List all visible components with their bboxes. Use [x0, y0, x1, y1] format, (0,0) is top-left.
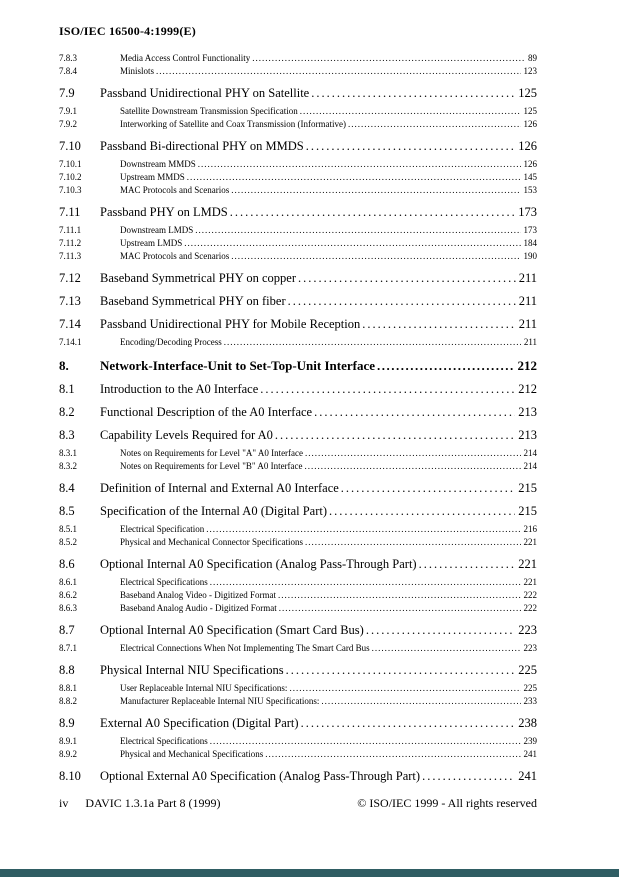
dot-leader: [298, 271, 516, 286]
toc-section-number: 8.9.1: [59, 736, 77, 746]
dot-leader: [230, 205, 516, 220]
toc-section-number: 8.9.2: [59, 749, 77, 759]
toc-page-number: 241: [518, 769, 537, 783]
toc-page-number: 221: [523, 537, 537, 547]
toc-row: [59, 748, 537, 761]
toc-row: [59, 86, 537, 101]
toc-section-number: 7.12: [59, 271, 81, 285]
toc-page-number: 211: [523, 337, 537, 347]
toc-entry-title: Introduction to the A0 Interface: [100, 382, 259, 396]
dot-leader: [305, 460, 521, 473]
dot-leader: [252, 52, 525, 65]
toc-section-number: 8.3.1: [59, 448, 77, 458]
toc-entry-title: User Replaceable Internal NIU Specifications:: [120, 683, 288, 693]
dot-leader: [184, 237, 520, 250]
toc-entry-title: Definition of Internal and External A0 Interface: [100, 481, 339, 495]
toc-page-number: 153: [523, 185, 537, 195]
dot-leader: [279, 602, 521, 615]
toc-section-number: 8.6.3: [59, 603, 77, 613]
toc-entry-title: Passband Unidirectional PHY for Mobile Reception: [100, 317, 361, 331]
dot-leader: [156, 65, 520, 78]
toc-page-number: 222: [523, 590, 537, 600]
toc-page-number: 212: [517, 358, 537, 373]
toc-entry-title: Electrical Specification: [120, 524, 205, 534]
toc-row: [59, 237, 537, 250]
toc-row: [59, 447, 537, 460]
toc-section-number: 7.13: [59, 294, 81, 308]
toc-row: [59, 769, 537, 784]
toc-entry-title: Electrical Specifications: [120, 577, 208, 587]
toc-entry-title: Upstream LMDS: [120, 238, 183, 248]
toc-section-number: 8.5.1: [59, 524, 77, 534]
toc-entry-title: MAC Protocols and Scenarios: [120, 251, 230, 261]
toc-entry-title: Optional Internal A0 Specification (Analog Pass-Through Part): [100, 557, 417, 571]
toc-row: [59, 405, 537, 420]
toc-row: [59, 504, 537, 519]
toc-page-number: 213: [518, 428, 537, 442]
toc-section-number: 7.9.1: [59, 106, 77, 116]
dot-leader: [187, 171, 521, 184]
toc-row: [59, 171, 537, 184]
toc-page-number: 145: [523, 172, 537, 182]
toc-page-number: 221: [523, 577, 537, 587]
toc-row: [59, 184, 537, 197]
toc-entry-title: Physical Internal NIU Specifications: [100, 663, 284, 677]
toc-entry-title: Baseband Analog Audio - Digitized Format: [120, 603, 277, 613]
dot-leader: [210, 735, 521, 748]
toc-entry-title: MAC Protocols and Scenarios: [120, 185, 230, 195]
table-of-contents: [59, 52, 537, 788]
dot-leader: [311, 86, 515, 101]
toc-row: [59, 642, 537, 655]
footer-left: [59, 796, 220, 811]
toc-row: [59, 735, 537, 748]
toc-page-number: 125: [518, 86, 537, 100]
toc-row: [59, 105, 537, 118]
toc-page-number: 233: [523, 696, 537, 706]
toc-row: [59, 224, 537, 237]
dot-leader: [278, 589, 520, 602]
toc-entry-title: Optional Internal A0 Specification (Smart Card Bus): [100, 623, 364, 637]
toc-row: [59, 250, 537, 263]
toc-entry-title: Baseband Analog Video - Digitized Format: [120, 590, 277, 600]
toc-section-number: 8.2: [59, 405, 75, 419]
toc-entry-title: Downstream LMDS: [120, 225, 194, 235]
toc-row: [59, 52, 537, 65]
toc-section-number: 7.10: [59, 139, 81, 153]
toc-section-number: 8.3: [59, 428, 75, 442]
toc-page-number: 211: [518, 294, 537, 308]
toc-section-number: 8.5.2: [59, 537, 77, 547]
toc-entry-title: Passband Bi-directional PHY on MMDS: [100, 139, 304, 153]
toc-page-number: 126: [523, 159, 537, 169]
toc-row: [59, 358, 537, 374]
toc-entry-title: Media Access Control Functionality: [120, 53, 251, 63]
toc-page-number: 225: [523, 683, 537, 693]
toc-entry-title: Functional Description of the A0 Interface: [100, 405, 313, 419]
toc-page-number: 239: [523, 736, 537, 746]
toc-section-number: 7.11.1: [59, 225, 82, 235]
toc-page-number: 222: [523, 603, 537, 613]
toc-entry-title: Electrical Connections When Not Implementing The Smart Card Bus: [120, 643, 370, 653]
dot-leader: [314, 405, 515, 420]
dot-leader: [231, 184, 520, 197]
toc-section-number: 7.10.3: [59, 185, 82, 195]
toc-page-number: 123: [523, 66, 537, 76]
toc-page-number: 173: [523, 225, 537, 235]
copyright-notice: © ISO/IEC 1999 - All rights reserved: [357, 796, 537, 810]
dot-leader: [366, 623, 515, 638]
toc-row: [59, 536, 537, 549]
toc-entry-title: Interworking of Satellite and Coax Transmission (Informative): [120, 119, 346, 129]
dot-leader: [341, 481, 515, 496]
dot-leader: [206, 523, 520, 536]
toc-page-number: 223: [523, 643, 537, 653]
toc-section-number: 8.7.1: [59, 643, 77, 653]
toc-page-number: 241: [523, 749, 537, 759]
toc-page-number: 214: [523, 461, 537, 471]
dot-leader: [195, 224, 520, 237]
toc-row: [59, 294, 537, 309]
toc-row: [59, 695, 537, 708]
toc-entry-title: Electrical Specifications: [120, 736, 208, 746]
toc-section-number: 7.11.3: [59, 251, 82, 261]
toc-section-number: 8.6.1: [59, 577, 77, 587]
toc-section-number: 8.6.2: [59, 590, 77, 600]
dot-leader: [231, 250, 520, 263]
dot-leader: [348, 118, 521, 131]
toc-entry-title: Specification of the Internal A0 (Digital Part): [100, 504, 328, 518]
toc-page-number: 223: [518, 623, 537, 637]
toc-row: [59, 158, 537, 171]
dot-leader: [198, 158, 521, 171]
toc-row: [59, 623, 537, 638]
dot-leader: [288, 294, 516, 309]
dot-leader: [321, 695, 520, 708]
toc-entry-title: Notes on Requirements for Level "A" A0 Interface: [120, 448, 304, 458]
dot-leader: [289, 682, 520, 695]
toc-entry-title: Upstream MMDS: [120, 172, 185, 182]
toc-section-number: 8.8.1: [59, 683, 77, 693]
toc-entry-title: Network-Interface-Unit to Set-Top-Unit Interface: [100, 358, 375, 373]
toc-entry-title: Notes on Requirements for Level "B" A0 Interface: [120, 461, 303, 471]
toc-row: [59, 682, 537, 695]
bottom-edge-bar: [0, 869, 619, 877]
toc-row: [59, 382, 537, 397]
toc-section-number: 8.8: [59, 663, 75, 677]
dot-leader: [305, 447, 520, 460]
toc-page-number: 126: [523, 119, 537, 129]
toc-row: [59, 576, 537, 589]
toc-entry-title: Baseband Symmetrical PHY on fiber: [100, 294, 286, 308]
toc-page-number: 221: [518, 557, 537, 571]
toc-entry-title: Physical and Mechanical Specifications: [120, 749, 264, 759]
toc-page-number: 214: [523, 448, 537, 458]
toc-section-number: 8.1: [59, 382, 75, 396]
toc-entry-title: Passband PHY on LMDS: [100, 205, 228, 219]
toc-entry-title: Physical and Mechanical Connector Specifications: [120, 537, 303, 547]
toc-section-number: 7.8.3: [59, 53, 77, 63]
dot-leader: [265, 748, 520, 761]
toc-page-number: 215: [518, 481, 537, 495]
toc-row: [59, 602, 537, 615]
toc-section-number: 8.9: [59, 716, 75, 730]
toc-page-number: 211: [518, 317, 537, 331]
roman-page-number: iv: [59, 796, 69, 810]
toc-page-number: 225: [518, 663, 537, 677]
toc-section-number: 8.6: [59, 557, 75, 571]
toc-row: [59, 557, 537, 572]
toc-row: [59, 523, 537, 536]
toc-entry-title: Downstream MMDS: [120, 159, 196, 169]
toc-page-number: 125: [523, 106, 537, 116]
page-footer: [59, 796, 537, 811]
toc-row: [59, 428, 537, 443]
dot-leader: [377, 358, 515, 374]
dot-leader: [301, 716, 516, 731]
dot-leader: [306, 139, 516, 154]
dot-leader: [362, 317, 515, 332]
dot-leader: [286, 663, 516, 678]
toc-page-number: 173: [518, 205, 537, 219]
toc-row: [59, 460, 537, 473]
toc-section-number: 7.11.2: [59, 238, 82, 248]
toc-page-number: 212: [518, 382, 537, 396]
dot-leader: [210, 576, 521, 589]
toc-entry-title: External A0 Specification (Digital Part): [100, 716, 299, 730]
toc-entry-title: Satellite Downstream Transmission Specification: [120, 106, 298, 116]
toc-section-number: 7.9: [59, 86, 75, 100]
toc-section-number: 7.14: [59, 317, 81, 331]
page-header: ISO/IEC 16500-4:1999(E): [59, 24, 196, 38]
toc-section-number: 7.14.1: [59, 337, 82, 347]
toc-row: [59, 589, 537, 602]
toc-entry-title: Passband Unidirectional PHY on Satellite: [100, 86, 310, 100]
toc-row: [59, 716, 537, 731]
toc-entry-title: Optional External A0 Specification (Analog Pass-Through Part): [100, 769, 421, 783]
dot-leader: [419, 557, 516, 572]
toc-page-number: 126: [518, 139, 537, 153]
toc-section-number: 8.8.2: [59, 696, 77, 706]
toc-page-number: 89: [528, 53, 537, 63]
toc-page-number: 190: [523, 251, 537, 261]
toc-page-number: 238: [518, 716, 537, 730]
toc-section-number: 7.10.1: [59, 159, 82, 169]
toc-entry-title: Baseband Symmetrical PHY on copper: [100, 271, 297, 285]
toc-section-number: 7.10.2: [59, 172, 82, 182]
toc-entry-title: Manufacturer Replaceable Internal NIU Specifications:: [120, 696, 320, 706]
toc-page-number: 216: [523, 524, 537, 534]
dot-leader: [305, 536, 521, 549]
document-id: DAVIC 1.3.1a Part 8 (1999): [85, 796, 221, 810]
toc-section-number: 7.9.2: [59, 119, 77, 129]
toc-section-number: 8.5: [59, 504, 75, 518]
toc-section-number: 8.7: [59, 623, 75, 637]
dot-leader: [422, 769, 515, 784]
dot-leader: [224, 336, 521, 349]
dot-leader: [275, 428, 515, 443]
toc-page-number: 215: [518, 504, 537, 518]
toc-row: [59, 336, 537, 349]
toc-row: [59, 65, 537, 78]
toc-row: [59, 271, 537, 286]
dot-leader: [372, 642, 521, 655]
toc-entry-title: Encoding/Decoding Process: [120, 337, 222, 347]
toc-page-number: 213: [518, 405, 537, 419]
toc-section-number: 8.4: [59, 481, 75, 495]
toc-page-number: 184: [523, 238, 537, 248]
toc-page-number: 211: [518, 271, 537, 285]
toc-row: [59, 205, 537, 220]
toc-section-number: 8.3.2: [59, 461, 77, 471]
toc-row: [59, 481, 537, 496]
dot-leader: [329, 504, 515, 519]
dot-leader: [260, 382, 515, 397]
toc-row: [59, 139, 537, 154]
toc-section-number: 8.: [59, 358, 69, 373]
toc-entry-title: Minislots: [120, 66, 155, 76]
toc-row: [59, 663, 537, 678]
toc-row: [59, 317, 537, 332]
toc-entry-title: Capability Levels Required for A0: [100, 428, 273, 442]
toc-row: [59, 118, 537, 131]
toc-section-number: 7.8.4: [59, 66, 77, 76]
toc-section-number: 8.10: [59, 769, 81, 783]
toc-section-number: 7.11: [59, 205, 81, 219]
dot-leader: [300, 105, 521, 118]
